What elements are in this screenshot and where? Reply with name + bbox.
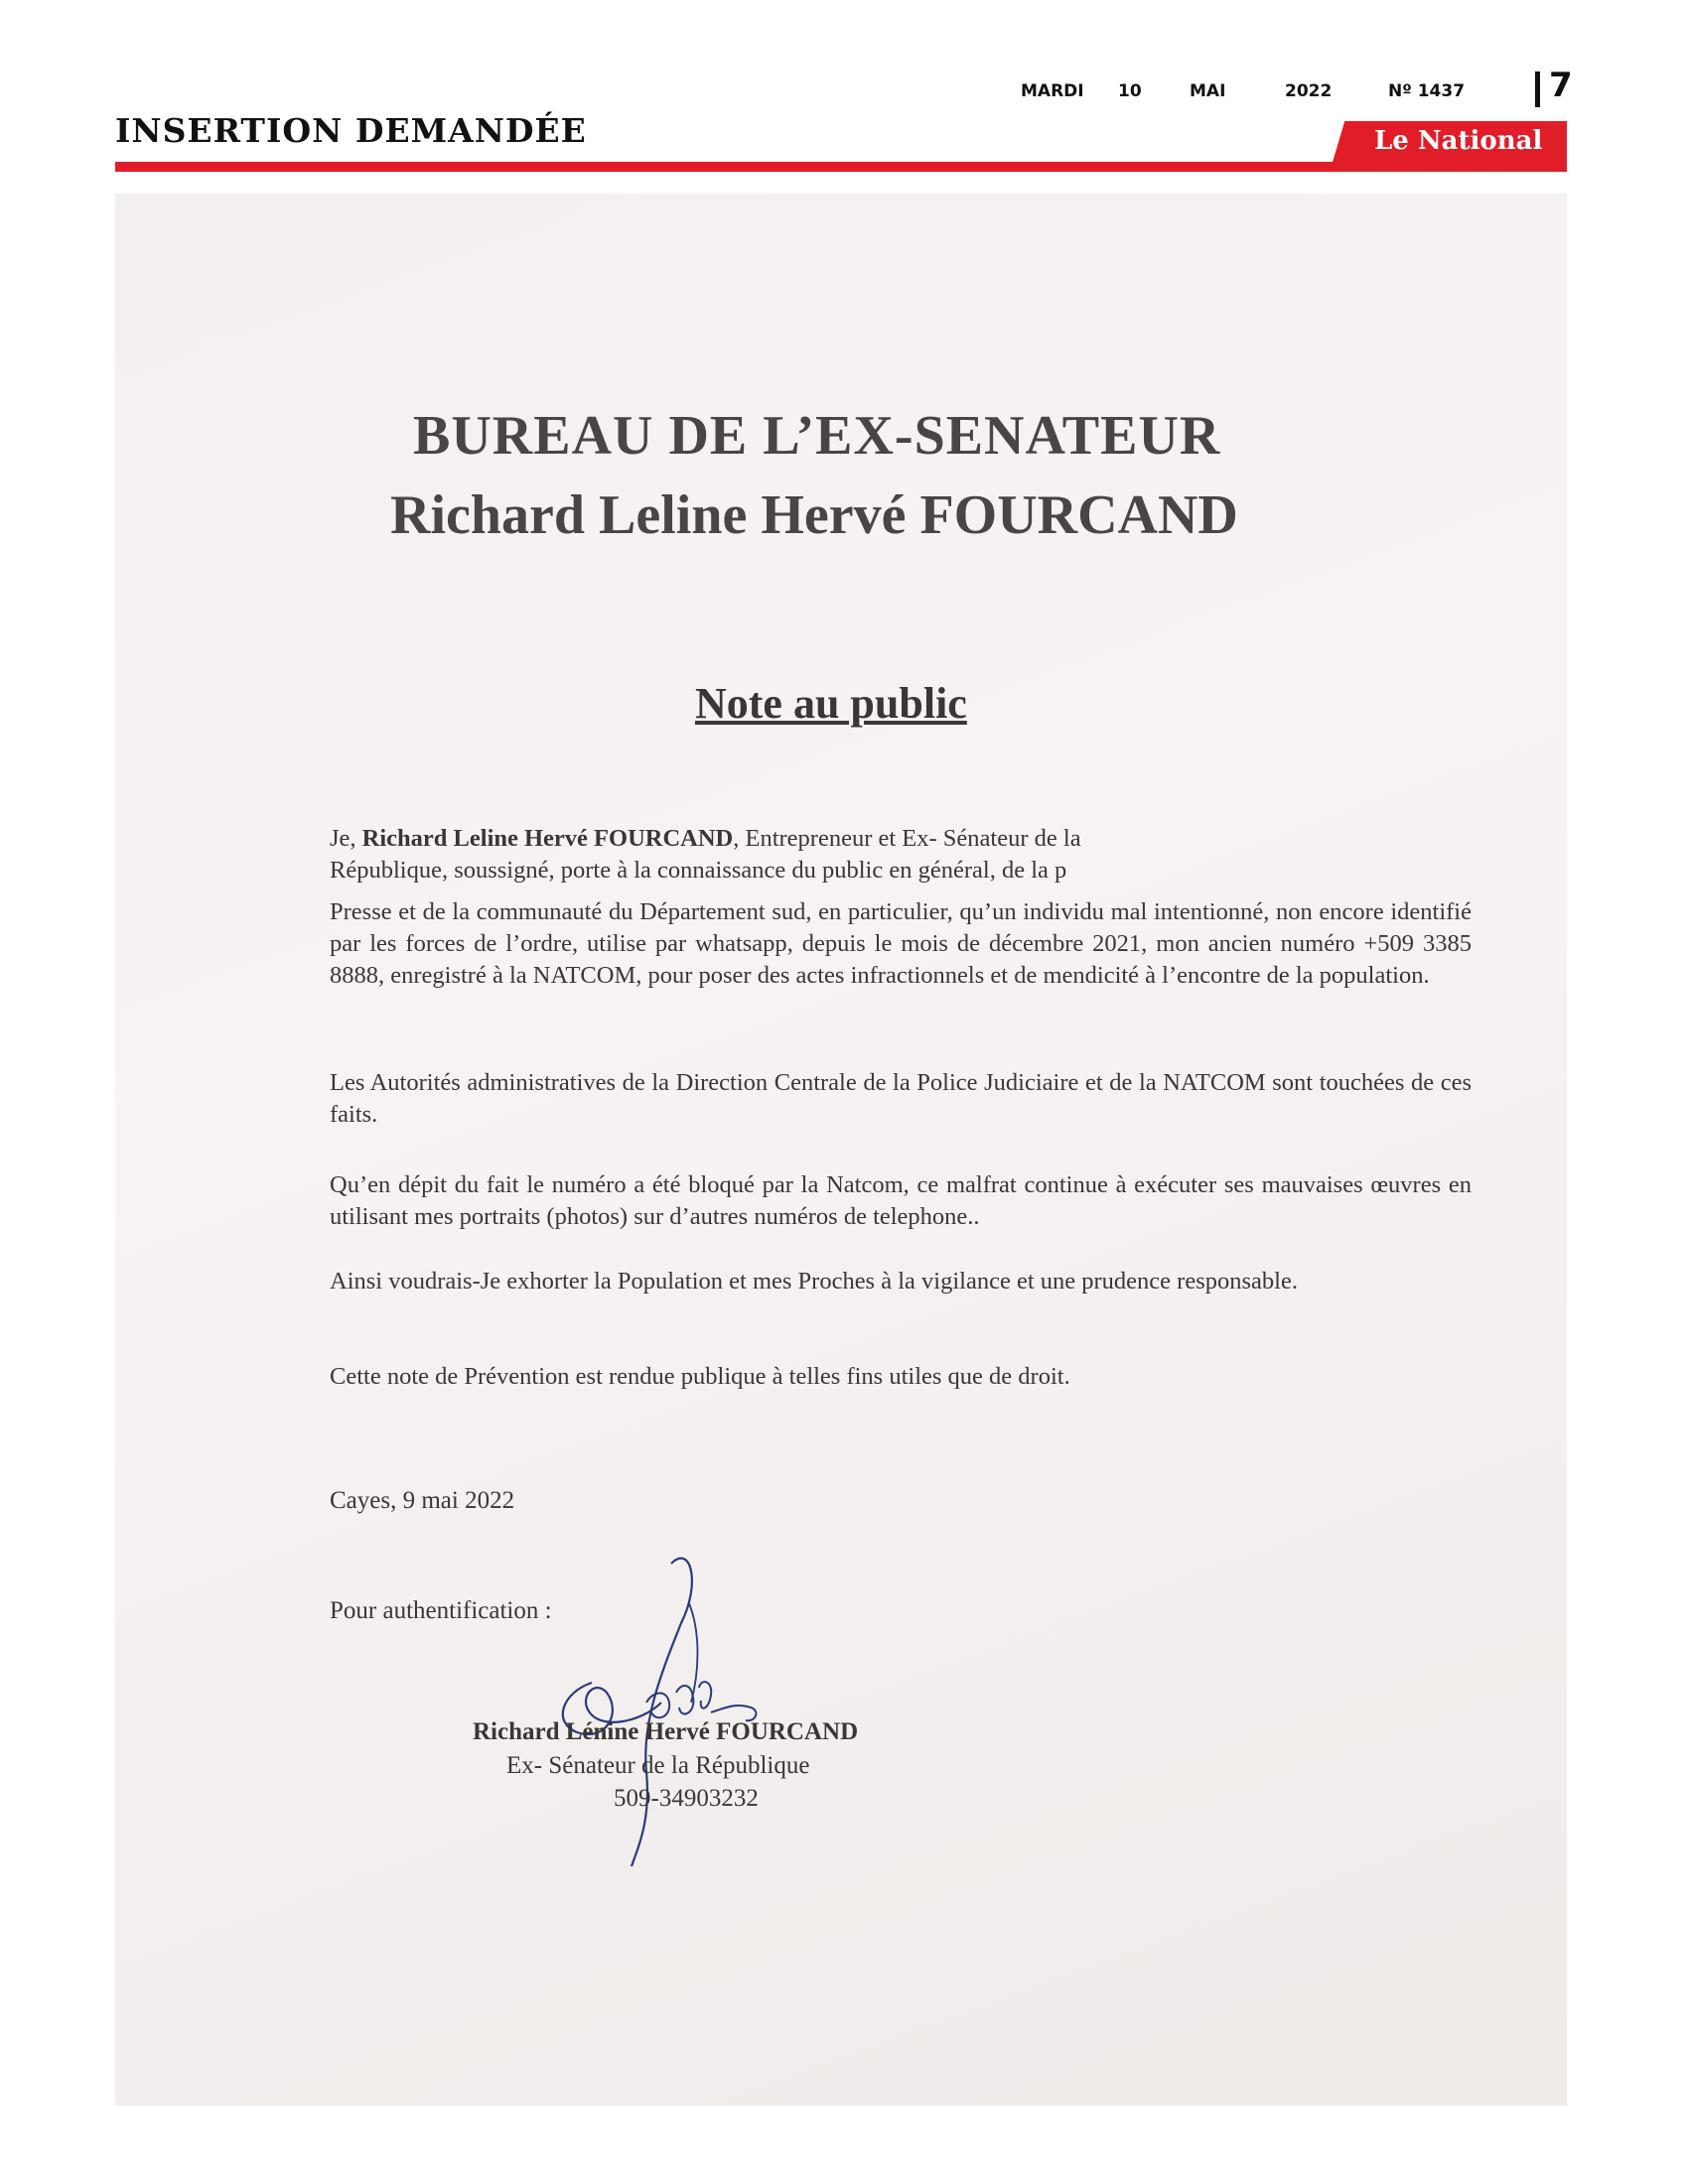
paragraph-4: Ainsi voudrais-Je exhorter la Population et mes Proches à la vigilance et une prudence responsable. [330, 1268, 1298, 1295]
signatory-name: Richard Lénine Hervé FOURCAND [473, 1718, 859, 1745]
p1-line1-rest: , Entrepreneur et Ex- Sénateur de la [733, 825, 1081, 852]
handwritten-signature [552, 1544, 810, 1871]
paragraph-5: Cette note de Prévention est rendue publique à telles fins utiles que de droit. [330, 1363, 1070, 1390]
issue-date: 10 [1118, 81, 1142, 101]
place-date: Cayes, 9 mai 2022 [330, 1487, 515, 1514]
issue-day: MARDI [1021, 81, 1084, 101]
paragraph-1-line-2: République, soussigné, porte à la connaissance du public en général, de la p [330, 857, 1067, 884]
p1-name: Richard Leline Hervé FOURCAND [361, 825, 734, 852]
issue-year: 2022 [1285, 81, 1333, 101]
authentication-label: Pour authentification : [330, 1597, 552, 1624]
letterhead-line-2: Richard Leline Hervé FOURCAND [390, 484, 1238, 546]
paragraph-2: Les Autorités administratives de la Direction Centrale de la Police Judiciaire et de la NATCOM sont touchées de ces faits. [330, 1069, 1472, 1128]
issue-month: MAI [1190, 81, 1226, 101]
paper-name: Le National [1374, 126, 1543, 156]
note-title: Note au public [695, 679, 967, 728]
section-label: INSERTION DEMANDÉE [115, 111, 587, 150]
paragraph-1-line-1 [330, 823, 1472, 855]
letterhead-line-1: BUREAU DE L’EX-SENATEUR [413, 405, 1221, 467]
page-number-divider [1535, 71, 1540, 107]
signatory-phone: 509-34903232 [614, 1785, 759, 1812]
paragraph-3: Qu’en dépit du fait le numéro a été bloqué par la Natcom, ce malfrat continue à exécuter ses mauvaises œuvres en utilisant mes portraits (photos) sur d’autres numéros de telephone.. [330, 1171, 1472, 1230]
page-number: 7 [1549, 66, 1573, 105]
paragraph-1-body: Presse et de la communauté du Département sud, en particulier, qu’un individu mal intentionné, non encore identifié par les forces de l’ordre, utilise par whatsapp, depuis le mois de décembre 2021, mon ancien numéro +509 3385 8888, enregistré à la NATCOM, pour poser des actes infractionnels et de mendicité à l’encontre de la population. [330, 898, 1472, 989]
document-sheet [115, 194, 1567, 2106]
p1-prefix: Je, [330, 825, 362, 852]
document-photo [115, 194, 1567, 2106]
signatory-title: Ex- Sénateur de la République [506, 1752, 810, 1779]
issue-number: Nº 1437 [1388, 81, 1466, 101]
issue-meta [1021, 81, 1537, 107]
